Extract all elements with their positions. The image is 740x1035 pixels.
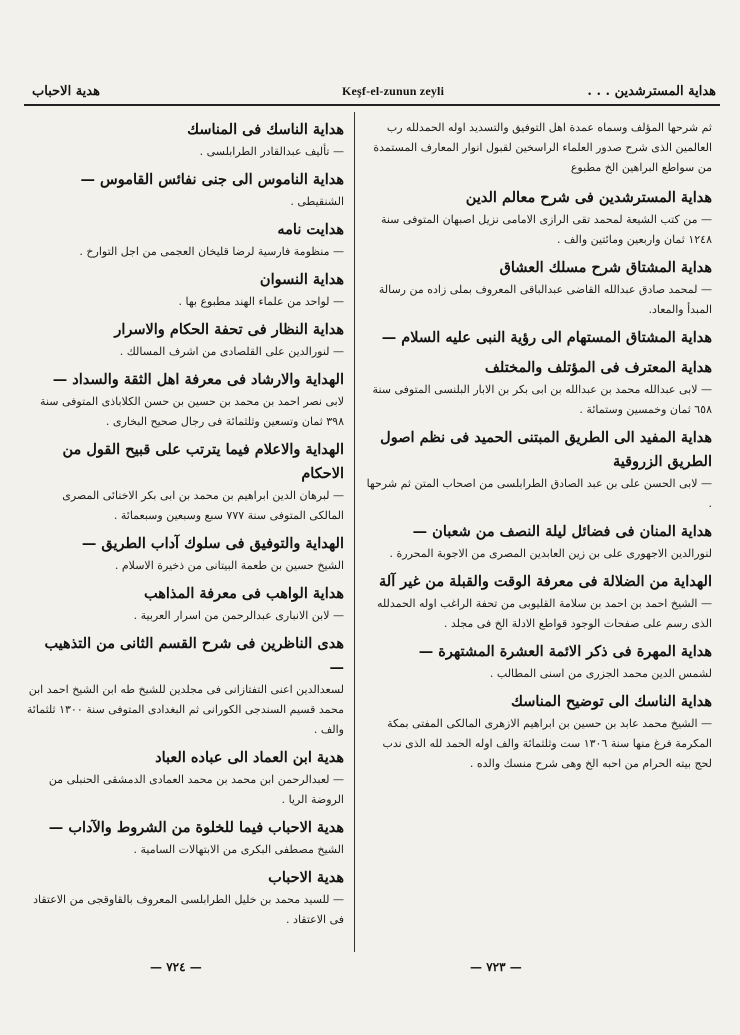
entry bbox=[26, 866, 344, 930]
entry bbox=[366, 326, 712, 350]
entry-heading: الهداية والتوفيق فى سلوك آداب الطريق — bbox=[81, 535, 344, 552]
entry-heading: هدية ابن العماد الى عباده العباد bbox=[155, 749, 344, 766]
intro-paragraph: ثم شرحها المؤلف وسماه عمدة اهل التوفيق والتسديد اوله الحمدلله رب العالمين الذى شرح صدور العلماء الراسخين لقبول انوار المعارف المستمدة من سواطع البراهين الخ مطبوع bbox=[373, 121, 712, 174]
entry bbox=[366, 570, 712, 634]
entry-body: — منظومة فارسية لرضا قليخان العجمى من اجل التوارخ . bbox=[79, 245, 344, 258]
entry-body: — تأليف عبدالقادر الطرابلسى . bbox=[199, 145, 344, 158]
entry bbox=[26, 438, 344, 526]
entry-heading: هداية المشتاق المستهام الى رؤية النبى عليه السلام — bbox=[381, 329, 712, 346]
entry-heading: هداية الناسك فى المناسك bbox=[187, 121, 344, 138]
entry-heading: هدايت نامه bbox=[277, 221, 344, 238]
entry-heading: هداية الواهب فى معرفة المذاهب bbox=[144, 585, 344, 602]
entry-body: — لبرهان الدين ابراهيم بن محمد بن ابى بكر الاخنائى المصرى المالكى المتوفى سنة ٧٧٧ سبع وسبعين وسبعمائة . bbox=[62, 489, 344, 522]
entry-body: — من كتب الشيعة لمحمد تقى الرازى الامامى نزيل اصبهان المتوفى سنة ١٢٤٨ ثمان واربعين ومائتين والف . bbox=[380, 213, 712, 246]
entry-body: — لعبدالرحمن ابن محمد بن محمد العمادى الدمشقى الحنبلى من الروضة الريا . bbox=[48, 773, 344, 806]
header-right-title: هداية المسترشدين . . . bbox=[587, 84, 716, 99]
entry-heading: هداية الناموس الى جنى نفائس القاموس — bbox=[80, 171, 344, 188]
entry bbox=[26, 532, 344, 576]
entry bbox=[366, 356, 712, 420]
entry-heading: هداية الناسك الى توضيح المناسك bbox=[511, 693, 712, 710]
entry-body: — لواحد من علماء الهند مطبوع بها . bbox=[178, 295, 344, 308]
entry-heading: هداية المنان فى فضائل ليلة النصف من شعبان — bbox=[412, 523, 712, 540]
entry-heading: هداية المفيد الى الطريق المبتنى الحميد فى نظم اصول الطريق الزروقية bbox=[380, 429, 712, 470]
entry-body: — للسيد محمد بن خليل الطرابلسى المعروف بالقاوقجى من الاعتقاد فى الاعتقاد . bbox=[33, 893, 344, 926]
entry-heading: هدية الاحباب bbox=[268, 869, 344, 886]
entry-body: — لابى عبدالله محمد بن عبدالله بن ابى بكر بن الابار البلنسى المتوفى سنة ٦٥٨ ثمان وخمسين وستمائة . bbox=[372, 383, 712, 416]
header-left-title: هدية الاحباب bbox=[32, 84, 100, 99]
entry bbox=[366, 640, 712, 684]
entry-body: الشيخ مصطفى البكرى من الابتهالات السامية . bbox=[133, 843, 344, 856]
entry-body: — الشيخ محمد عابد بن حسين بن ابراهيم الازهرى المالكى المفتى بمكة المكرمة فرغ منها سنة ١٣٠٦ ست وثلثمائة والف اوله الحمد لله الذى ندب لحج بيته الحرام من احبه الخ وهى شرح منسك والده . bbox=[382, 717, 712, 770]
entry-body: لابى نصر احمد بن محمد بن حسين بن حسن الكلاباذى المتوفى سنة ٣٩٨ ثمان وتسعين وثلثمائة فى رجال صحيح البخارى . bbox=[40, 395, 344, 428]
entry-heading: هداية النسوان bbox=[259, 271, 344, 288]
entry bbox=[26, 168, 344, 212]
right-column bbox=[366, 118, 712, 780]
entry bbox=[366, 186, 712, 250]
entry-body: الشيخ حسين بن طعمة البيتانى من ذخيرة الاسلام . bbox=[114, 559, 344, 572]
running-header bbox=[24, 82, 720, 106]
page-number-right: — ٧٢٣ — bbox=[470, 960, 522, 974]
page-number-left: — ٧٢٤ — bbox=[150, 960, 202, 974]
entry-heading: الهداية من الضلالة فى معرفة الوقت والقبلة من غير آلة bbox=[379, 573, 712, 590]
entry-heading: هداية المعترف فى المؤتلف والمختلف bbox=[484, 359, 712, 376]
left-column bbox=[26, 118, 344, 936]
entry-body: — لنورالدين على القلصادى من اشرف المسالك . bbox=[119, 345, 344, 358]
entry bbox=[26, 582, 344, 626]
entry bbox=[26, 816, 344, 860]
entry bbox=[26, 268, 344, 312]
entry-body: — لابن الانبارى عبدالرحمن من اسرار العربية . bbox=[133, 609, 344, 622]
entry-body: الشنقيطى . bbox=[290, 195, 344, 208]
entry bbox=[366, 426, 712, 514]
entry-heading: هداية النظار فى تحفة الحكام والاسرار bbox=[114, 321, 344, 338]
entry bbox=[366, 690, 712, 774]
entry-body: لشمس الدين محمد الجزرى من اسنى المطالب . bbox=[489, 667, 712, 680]
header-center-title: Keşf-el-zunun zeyli bbox=[342, 84, 445, 98]
entry-heading: هدية الاحباب فيما للخلوة من الشروط والآداب — bbox=[48, 819, 344, 836]
entry bbox=[26, 318, 344, 362]
entry-body: — الشيخ احمد بن احمد بن سلامة القليوبى من تحفة الراغب اوله الحمدلله الذى رسم على صفحات الوجود قواطع الادلة الخ فى مجلد . bbox=[377, 597, 712, 630]
entry-heading: هداية المشتاق شرح مسلك العشاق bbox=[499, 259, 712, 276]
entry-heading: هدى الناظرين فى شرح القسم الثانى من التذهيب — bbox=[44, 635, 344, 676]
entry-body: — لابى الحسن على بن عبد الصادق الطرابلسى من اصحاب المتن ثم شرحها . bbox=[366, 477, 712, 510]
entry bbox=[366, 520, 712, 564]
entry bbox=[26, 118, 344, 162]
entry-heading: هداية المهرة فى ذكر الائمة العشرة المشتهرة — bbox=[418, 643, 712, 660]
entry-heading: هداية المسترشدين فى شرح معالم الدين bbox=[465, 189, 712, 206]
entry bbox=[26, 632, 344, 740]
entry bbox=[366, 256, 712, 320]
entry-body: — لمحمد صادق عبدالله القاضى عبدالباقى المعروف بملى زاده من رسالة المبدأ والمعاد. bbox=[378, 283, 712, 316]
entry-body: لسعدالدين اعنى التفتازانى فى مجلدين للشيخ طه ابن الشيخ احمد ابن محمد قسيم السندجى الكورانى ثم البغدادى المتوفى سنة ١٣٠٠ ثلثمائة والف . bbox=[26, 683, 344, 736]
column-divider bbox=[354, 112, 355, 952]
entry-heading: الهداية والارشاد فى معرفة اهل الثقة والسداد — bbox=[52, 371, 344, 388]
entry bbox=[26, 368, 344, 432]
entry-heading: الهداية والاعلام فيما يترتب على قبيح القول من الاحكام bbox=[62, 441, 344, 482]
entry-body: لنورالدين الاجهورى على بن زين العابدين المصرى من الاجوبة المحررة . bbox=[389, 547, 712, 560]
entry bbox=[26, 218, 344, 262]
entry bbox=[26, 746, 344, 810]
